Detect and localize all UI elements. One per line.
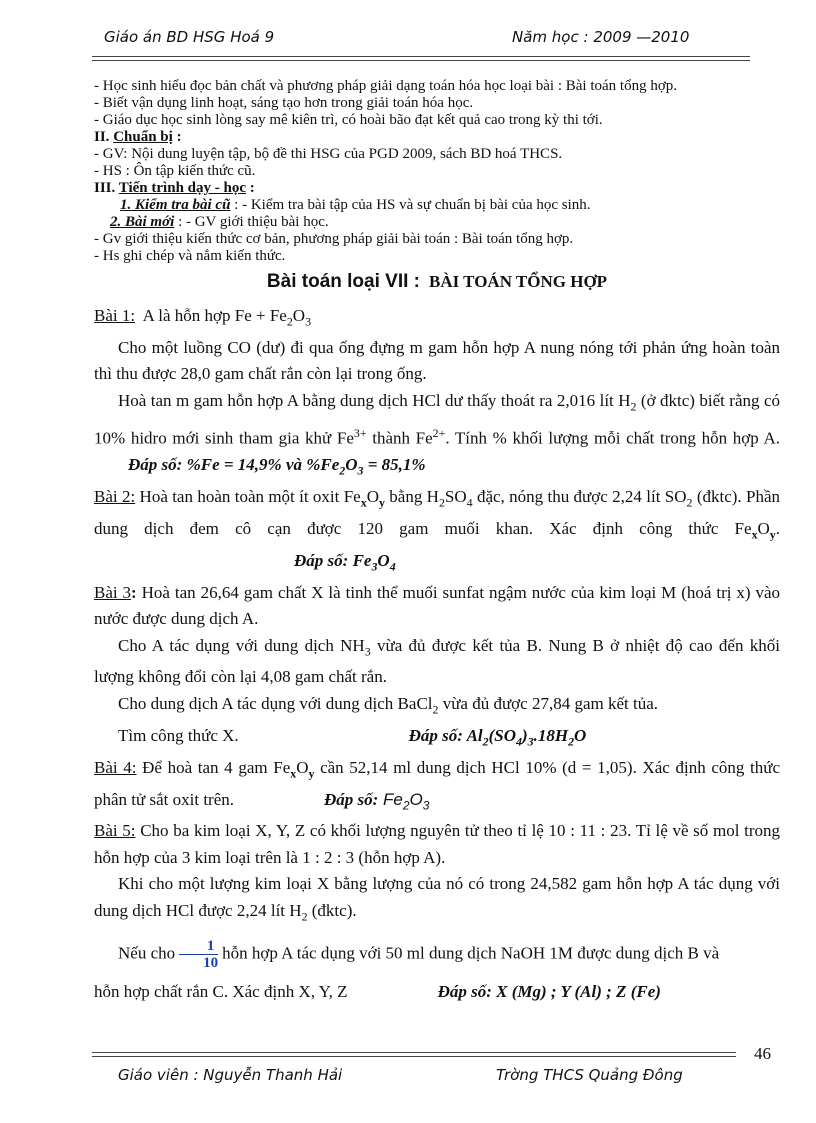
intro-section bbox=[94, 78, 780, 265]
answer: Đáp số: $Al_2(SO_4)_3.18H_2O$ bbox=[408, 725, 587, 749]
exercise-1-heading: Bài 1: A là hỗn hợp $Fe + Fe_2O_3$ bbox=[94, 306, 312, 329]
exercise-1-text: Hoà tan m gam hỗn hợp A bằng dung dịch HCl dư thấy thoát ra 2,016 lít $H_2$ (ở đktc) biết rằng có 10% hidro mới sinh tham gia khử $Fe^{3+}$ thành $Fe^{2+}$. Tính % khối lượng mỗi chất trong hỗn hợp A.Đáp số: %Fe = 14,9% và $\%Fe_2O_3 = 85,1\%$ bbox=[94, 390, 780, 478]
section-heading: III. Tiến trình dạy - học : bbox=[94, 180, 255, 196]
footer-left: Giáo viên : Nguyễn Thanh Hải bbox=[118, 1066, 343, 1084]
intro-line: - Hs ghi chép và nắm kiến thức. bbox=[94, 248, 286, 264]
intro-line: - Học sinh hiểu đọc bản chất và phương pháp giải dạng toán hóa học loại bài : Bài toán tổng hợp. bbox=[94, 78, 678, 94]
exercises bbox=[94, 303, 780, 1005]
answer-label: Đáp số: bbox=[324, 789, 379, 809]
exercise-5-text: hỗn hợp chất rắn C. Xác định X, Y, Z Đáp số: X (Mg) ; Y (Al) ; Z (Fe) bbox=[94, 981, 661, 1001]
page-title: Bài toán loại VII : BÀI TOÁN TỔNG HỢP bbox=[266, 271, 608, 292]
footer-right: Trờng THCS Quảng Đông bbox=[496, 1066, 683, 1084]
answer: $Fe_2O_3$ bbox=[378, 789, 430, 812]
section-heading: II. Chuẩn bị : bbox=[94, 129, 182, 145]
page-footer bbox=[118, 1066, 738, 1088]
page-number: 46 bbox=[754, 1044, 771, 1063]
exercise-3-text: Cho dung dịch A tác dụng với dung dịch BaCl$_2$ vừa đủ được 27,84 gam kết tủa. bbox=[118, 693, 659, 717]
header-rule bbox=[92, 56, 750, 61]
answer: Đáp số: X (Mg) ; Y (Al) ; Z (Fe) bbox=[437, 981, 661, 1001]
page-content bbox=[94, 78, 780, 1005]
intro-line: - Biết vận dụng linh hoạt, sáng tạo hơn trong giải toán hóa học. bbox=[94, 95, 474, 111]
exercise-4: Bài 4: Để hoà tan 4 gam $Fe_xO_y$ cần 52,14 ml dung dịch HCl 10% (d = 1,05). Xác định công thức phân tử sắt oxit trên. Đáp số: $Fe_2O_3$ bbox=[94, 757, 781, 812]
footer-rule bbox=[92, 1052, 736, 1057]
header-left: Giáo án BD HSG Hoá 9 bbox=[104, 28, 275, 46]
exercise-2: Bài 2: Hoà tan hoàn toàn một ít oxit $Fe_xO_y$ bằng $H_2SO_4$ đặc, nóng thu được 2,24 lít $SO_2$ (đktc). Phần dung dịch đem cô cạn được 120 gam muối khan. Xác định công thức $Fe_xO_y.Đáp$ số: $Fe_3O_4$ bbox=[94, 486, 781, 573]
intro-line: - GV: Nội dung luyện tập, bộ đề thi HSG của PGD 2009, sách BD hoá THCS. bbox=[94, 146, 563, 162]
exercise-3-text: Tìm công thức X. Đáp số: $Al_2(SO_4)_3.18H_2O$ bbox=[118, 725, 587, 749]
intro-line: - Giáo dục học sinh lòng say mê kiên trì, có hoài bão đạt kết quả cao trong kỳ thi tới. bbox=[94, 112, 603, 128]
exercise-3: Bài 3: Hoà tan 26,64 gam chất X là tinh thể muối sunfat ngậm nước của kim loại M (hoá trị x) vào nước được dung dịch A. bbox=[94, 582, 781, 628]
answer: Đáp số: $Fe_3O_4$ bbox=[294, 550, 396, 573]
page-header bbox=[104, 28, 746, 50]
header-right: Năm học : 2009 —2010 bbox=[512, 28, 690, 46]
fraction: $\frac{1}{10}$ bbox=[179, 938, 218, 971]
exercise-5-text: Khi cho một lượng kim loại X bằng lượng của nó có trong 24,582 gam hỗn hợp A tác dụng với dung dịch HCl được 2,24 lít $H_2$ (đktc). bbox=[94, 874, 780, 924]
intro-line: - Gv giới thiệu kiến thức cơ bản, phương pháp giải bài toán : Bài toán tổng hợp. bbox=[94, 231, 574, 247]
exercise-5-text: Nếu cho $\frac{1}{10}$ hỗn hợp A tác dụng với 50 ml dung dịch NaOH 1M được dung dịch B và bbox=[118, 937, 720, 971]
exercise-5: Bài 5: Cho ba kim loại X, Y, Z có khối lượng nguyên tử theo tỉ lệ 10 : 11 : 23. Tỉ lệ về số mol trong hỗn hợp của 3 kim loại trên là 1 : 2 : 3 (hỗn hợp A). bbox=[94, 821, 780, 867]
intro-line: - HS : Ôn tập kiến thức cũ. bbox=[94, 163, 256, 179]
answer: Đáp số: %Fe = 14,9% và $\%Fe_2O_3 = 85,1\%$ bbox=[128, 454, 426, 478]
exercise-1-text: Cho một luồng CO (dư) đi qua ống đựng m gam hỗn hợp A nung nóng tới phản ứng hoàn toàn thì thu được 28,0 gam chất rắn còn lại trong ống. bbox=[94, 337, 780, 384]
exercise-3-text: Cho A tác dụng với dung dịch $NH_3$ vừa đủ được kết tủa B. Nung B ở nhiệt độ cao đến khối lượng không đổi còn lại 4,08 gam chất rắn. bbox=[94, 635, 781, 687]
intro-line: 2. Bài mới : - GV giới thiệu bài học. bbox=[110, 214, 329, 230]
intro-line: 1. Kiểm tra bài cũ : - Kiểm tra bài tập của HS và sự chuẩn bị bài của học sinh. bbox=[120, 197, 591, 213]
